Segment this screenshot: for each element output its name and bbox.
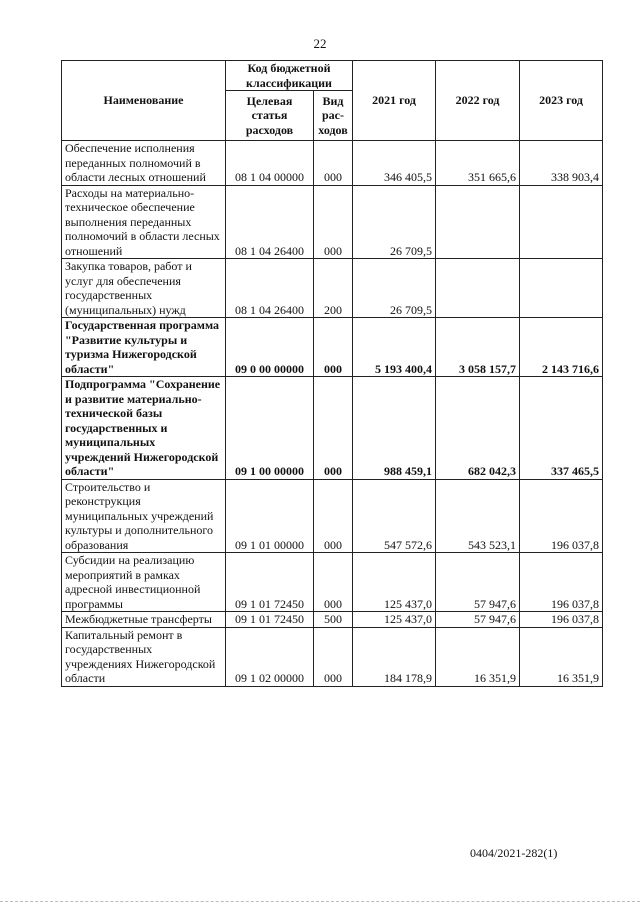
row-2022 bbox=[436, 259, 520, 318]
table-row bbox=[62, 627, 603, 686]
table-row bbox=[62, 259, 603, 318]
row-2022: 543 523,1 bbox=[436, 479, 520, 553]
row-target-code: 09 1 00 00000 bbox=[226, 377, 314, 480]
header-code-group: Код бюджетной классификации bbox=[226, 61, 353, 91]
row-expense-type: 000 bbox=[314, 479, 353, 553]
row-2021: 547 572,6 bbox=[353, 479, 436, 553]
row-expense-type: 000 bbox=[314, 141, 353, 186]
row-2021: 125 437,0 bbox=[353, 553, 436, 612]
row-name: Межбюджетные трансферты bbox=[62, 612, 226, 628]
row-expense-type: 000 bbox=[314, 185, 353, 259]
row-name: Обеспечение исполнения переданных полномочий в области лесных отношений bbox=[62, 141, 226, 186]
table-row bbox=[62, 612, 603, 628]
row-target-code: 09 0 00 00000 bbox=[226, 318, 314, 377]
row-2023: 196 037,8 bbox=[520, 553, 603, 612]
budget-table bbox=[61, 60, 603, 687]
row-2023 bbox=[520, 185, 603, 259]
row-2023: 2 143 716,6 bbox=[520, 318, 603, 377]
row-2022: 57 947,6 bbox=[436, 553, 520, 612]
row-target-code: 09 1 02 00000 bbox=[226, 627, 314, 686]
row-2021: 988 459,1 bbox=[353, 377, 436, 480]
row-2023: 337 465,5 bbox=[520, 377, 603, 480]
table-row bbox=[62, 141, 603, 186]
table-row bbox=[62, 318, 603, 377]
row-2021: 26 709,5 bbox=[353, 259, 436, 318]
row-target-code: 09 1 01 72450 bbox=[226, 612, 314, 628]
row-2022: 682 042,3 bbox=[436, 377, 520, 480]
row-2021: 346 405,5 bbox=[353, 141, 436, 186]
row-expense-type: 200 bbox=[314, 259, 353, 318]
row-2023: 16 351,9 bbox=[520, 627, 603, 686]
row-2021: 125 437,0 bbox=[353, 612, 436, 628]
header-2022: 2022 год bbox=[436, 61, 520, 141]
row-2022: 16 351,9 bbox=[436, 627, 520, 686]
table-row bbox=[62, 553, 603, 612]
header-name: Наименование bbox=[62, 61, 226, 141]
row-name: Субсидии на реализацию мероприятий в рамках адресной инвестиционной программы bbox=[62, 553, 226, 612]
row-name: Капитальный ремонт в государственных учреждениях Нижегородской области bbox=[62, 627, 226, 686]
row-2021: 5 193 400,4 bbox=[353, 318, 436, 377]
row-name: Государственная программа "Развитие культуры и туризма Нижегородской области" bbox=[62, 318, 226, 377]
row-2022: 57 947,6 bbox=[436, 612, 520, 628]
row-2022: 351 665,6 bbox=[436, 141, 520, 186]
row-target-code: 08 1 04 26400 bbox=[226, 259, 314, 318]
row-2022 bbox=[436, 185, 520, 259]
row-name: Закупка товаров, работ и услуг для обеспечения государственных (муниципальных) нужд bbox=[62, 259, 226, 318]
row-2023 bbox=[520, 259, 603, 318]
row-2022: 3 058 157,7 bbox=[436, 318, 520, 377]
row-2023: 338 903,4 bbox=[520, 141, 603, 186]
row-expense-type: 000 bbox=[314, 377, 353, 480]
row-target-code: 08 1 04 00000 bbox=[226, 141, 314, 186]
table-row bbox=[62, 479, 603, 553]
row-name: Подпрограмма "Сохранение и развитие материально-технической базы государственных и муниципальных учреждений Нижегородской области" bbox=[62, 377, 226, 480]
row-expense-type: 000 bbox=[314, 318, 353, 377]
row-name: Строительство и реконструкция муниципальных учреждений культуры и дополнительного образования bbox=[62, 479, 226, 553]
row-2021: 184 178,9 bbox=[353, 627, 436, 686]
table-row bbox=[62, 377, 603, 480]
row-name: Расходы на материально-техническое обеспечение выполнения переданных полномочий в области лесных отношений bbox=[62, 185, 226, 259]
row-2021: 26 709,5 bbox=[353, 185, 436, 259]
page-bottom-divider bbox=[0, 901, 640, 902]
header-target-article: Целевая статья расходов bbox=[226, 91, 314, 141]
row-target-code: 09 1 01 72450 bbox=[226, 553, 314, 612]
row-expense-type: 000 bbox=[314, 627, 353, 686]
header-expense-type: Вид рас-ходов bbox=[314, 91, 353, 141]
row-expense-type: 000 bbox=[314, 553, 353, 612]
row-target-code: 08 1 04 26400 bbox=[226, 185, 314, 259]
row-target-code: 09 1 01 00000 bbox=[226, 479, 314, 553]
row-expense-type: 500 bbox=[314, 612, 353, 628]
document-code: 0404/2021-282(1) bbox=[470, 846, 558, 860]
table-row bbox=[62, 185, 603, 259]
header-2023: 2023 год bbox=[520, 61, 603, 141]
row-2023: 196 037,8 bbox=[520, 479, 603, 553]
header-2021: 2021 год bbox=[353, 61, 436, 141]
row-2023: 196 037,8 bbox=[520, 612, 603, 628]
page-number: 22 bbox=[313, 36, 327, 51]
